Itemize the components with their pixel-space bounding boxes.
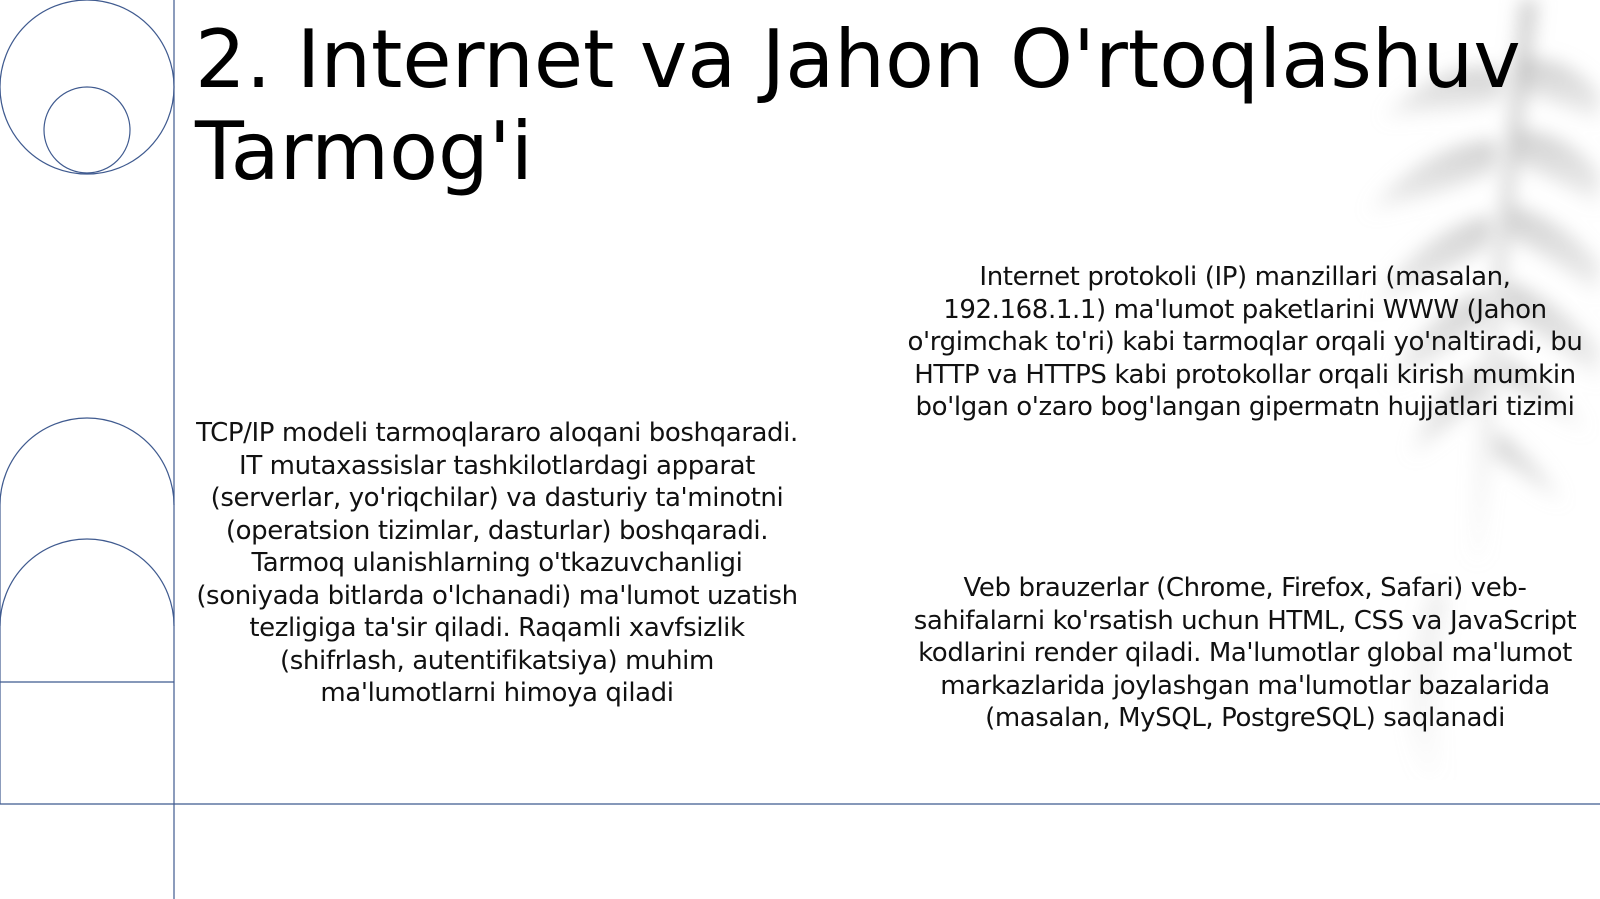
slide-title: 2. Internet va Jahon O'rtoqlashuv Tarmog'i	[195, 13, 1521, 198]
right-top-paragraph: Internet protokoli (IP) manzillari (masalan, 192.168.1.1) ma'lumot paketlarini WWW (Jahon o'rgimchak to'ri) kabi tarmoqlar orqali yo'naltiradi, bu HTTP va HTTPS kabi protokollar orqali kirish mumkin bo'lgan o'zaro bog'langan gipermatn hujjatlari tizimi	[907, 262, 1583, 422]
right-bottom-paragraph: Veb brauzerlar (Chrome, Firefox, Safari) veb-sahifalarni ko'rsatish uchun HTML, CSS va JavaScript kodlarini render qiladi. Ma'lumotlar global ma'lumot markazlarida joylashgan ma'lumotlar bazalarida (masalan, MySQL, PostgreSQL) saqlanadi	[913, 573, 1577, 733]
left-paragraph: TCP/IP modeli tarmoqlararo aloqani boshqaradi. IT mutaxassislar tashkilotlardagi apparat (serverlar, yo'riqchilar) va dasturiy ta'minotni (operatsion tizimlar, dasturlar) boshqaradi. Tarmoq ulanishlarning o'tkazuvchanligi (soniyada bitlarda o'lchanadi) ma'lumot uzatish tezligiga ta'sir qiladi. Raqamli xavfsizlik (shifrlash, autentifikatsiya) muhim ma'lumotlarni himoya qiladi	[196, 418, 798, 708]
